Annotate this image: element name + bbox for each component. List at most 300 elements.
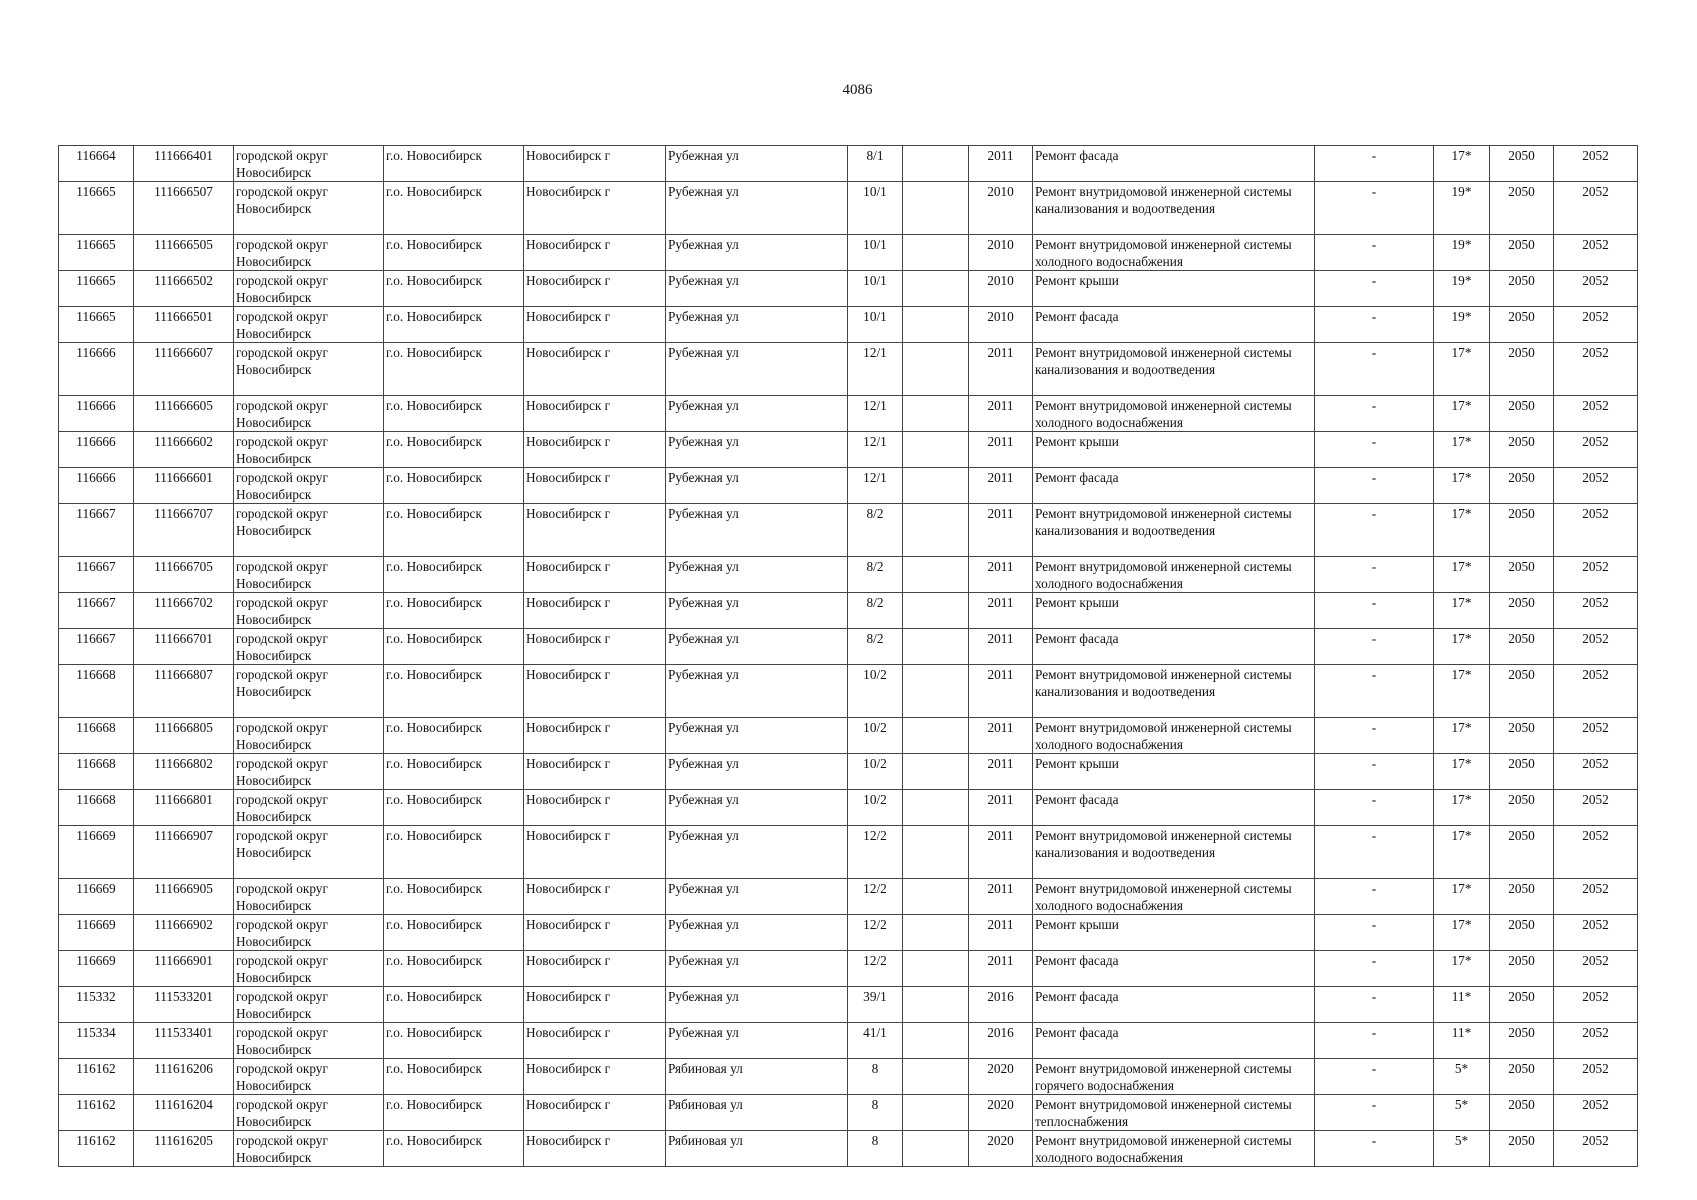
- house-cell: 12/2: [848, 951, 903, 987]
- record-id-cell: 116665: [59, 307, 134, 343]
- year-built-cell: 2011: [969, 432, 1033, 468]
- dash-cell: -: [1315, 1131, 1434, 1167]
- plan-end-cell: 2052: [1554, 396, 1638, 432]
- street-cell: Рубежная ул: [666, 790, 848, 826]
- year-built-cell: 2011: [969, 790, 1033, 826]
- item-code-cell: 111666601: [134, 468, 234, 504]
- year-built-cell: 2011: [969, 593, 1033, 629]
- wear-cell: 19*: [1434, 182, 1490, 235]
- street-cell: Рубежная ул: [666, 432, 848, 468]
- building-cell: [903, 951, 969, 987]
- house-cell: 12/2: [848, 915, 903, 951]
- year-built-cell: 2010: [969, 182, 1033, 235]
- work-type-cell: Ремонт внутридомовой инженерной системы холодного водоснабжения: [1033, 235, 1315, 271]
- municipality-cell: городской округ Новосибирск: [234, 754, 384, 790]
- plan-end-cell: 2052: [1554, 557, 1638, 593]
- plan-start-cell: 2050: [1490, 1131, 1554, 1167]
- street-cell: Рубежная ул: [666, 754, 848, 790]
- year-built-cell: 2010: [969, 235, 1033, 271]
- house-cell: 12/1: [848, 432, 903, 468]
- house-cell: 8: [848, 1059, 903, 1095]
- wear-cell: 19*: [1434, 235, 1490, 271]
- street-cell: Рубежная ул: [666, 146, 848, 182]
- district-cell: г.о. Новосибирск: [384, 146, 524, 182]
- year-built-cell: 2011: [969, 718, 1033, 754]
- work-type-cell: Ремонт фасада: [1033, 987, 1315, 1023]
- plan-start-cell: 2050: [1490, 1023, 1554, 1059]
- plan-start-cell: 2050: [1490, 718, 1554, 754]
- plan-start-cell: 2050: [1490, 307, 1554, 343]
- locality-cell: Новосибирск г: [524, 235, 666, 271]
- plan-end-cell: 2052: [1554, 1131, 1638, 1167]
- record-id-cell: 115332: [59, 987, 134, 1023]
- record-id-cell: 116668: [59, 718, 134, 754]
- plan-end-cell: 2052: [1554, 307, 1638, 343]
- record-id-cell: 116666: [59, 432, 134, 468]
- building-cell: [903, 557, 969, 593]
- record-id-cell: 116162: [59, 1131, 134, 1167]
- district-cell: г.о. Новосибирск: [384, 879, 524, 915]
- house-cell: 10/2: [848, 665, 903, 718]
- wear-cell: 17*: [1434, 826, 1490, 879]
- item-code-cell: 111666907: [134, 826, 234, 879]
- table-row: [59, 718, 1638, 754]
- year-built-cell: 2011: [969, 396, 1033, 432]
- plan-start-cell: 2050: [1490, 790, 1554, 826]
- wear-cell: 11*: [1434, 987, 1490, 1023]
- year-built-cell: 2011: [969, 343, 1033, 396]
- street-cell: Рубежная ул: [666, 915, 848, 951]
- building-cell: [903, 182, 969, 235]
- work-type-cell: Ремонт внутридомовой инженерной системы канализования и водоотведения: [1033, 504, 1315, 557]
- year-built-cell: 2020: [969, 1095, 1033, 1131]
- table-row: [59, 951, 1638, 987]
- locality-cell: Новосибирск г: [524, 557, 666, 593]
- item-code-cell: 111666702: [134, 593, 234, 629]
- locality-cell: Новосибирск г: [524, 396, 666, 432]
- table-row: [59, 1023, 1638, 1059]
- building-cell: [903, 987, 969, 1023]
- building-cell: [903, 1059, 969, 1095]
- municipality-cell: городской округ Новосибирск: [234, 790, 384, 826]
- dash-cell: -: [1315, 951, 1434, 987]
- item-code-cell: 111666807: [134, 665, 234, 718]
- locality-cell: Новосибирск г: [524, 987, 666, 1023]
- building-cell: [903, 307, 969, 343]
- house-cell: 41/1: [848, 1023, 903, 1059]
- plan-end-cell: 2052: [1554, 915, 1638, 951]
- dash-cell: -: [1315, 468, 1434, 504]
- plan-end-cell: 2052: [1554, 1023, 1638, 1059]
- work-type-cell: Ремонт внутридомовой инженерной системы канализования и водоотведения: [1033, 343, 1315, 396]
- record-id-cell: 116665: [59, 182, 134, 235]
- house-cell: 10/1: [848, 271, 903, 307]
- work-type-cell: Ремонт внутридомовой инженерной системы канализования и водоотведения: [1033, 665, 1315, 718]
- table-row: [59, 557, 1638, 593]
- dash-cell: -: [1315, 629, 1434, 665]
- record-id-cell: 116667: [59, 504, 134, 557]
- plan-end-cell: 2052: [1554, 951, 1638, 987]
- district-cell: г.о. Новосибирск: [384, 235, 524, 271]
- year-built-cell: 2016: [969, 1023, 1033, 1059]
- year-built-cell: 2016: [969, 987, 1033, 1023]
- dash-cell: -: [1315, 396, 1434, 432]
- year-built-cell: 2011: [969, 629, 1033, 665]
- plan-end-cell: 2052: [1554, 718, 1638, 754]
- house-cell: 10/2: [848, 754, 903, 790]
- year-built-cell: 2011: [969, 146, 1033, 182]
- table-row: [59, 1095, 1638, 1131]
- work-type-cell: Ремонт крыши: [1033, 754, 1315, 790]
- table-row: [59, 754, 1638, 790]
- street-cell: Рубежная ул: [666, 557, 848, 593]
- street-cell: Рубежная ул: [666, 343, 848, 396]
- district-cell: г.о. Новосибирск: [384, 790, 524, 826]
- record-id-cell: 116667: [59, 557, 134, 593]
- work-type-cell: Ремонт фасада: [1033, 307, 1315, 343]
- locality-cell: Новосибирск г: [524, 718, 666, 754]
- locality-cell: Новосибирск г: [524, 790, 666, 826]
- locality-cell: Новосибирск г: [524, 1059, 666, 1095]
- plan-end-cell: 2052: [1554, 629, 1638, 665]
- municipality-cell: городской округ Новосибирск: [234, 504, 384, 557]
- record-id-cell: 116162: [59, 1059, 134, 1095]
- locality-cell: Новосибирск г: [524, 504, 666, 557]
- item-code-cell: 111666705: [134, 557, 234, 593]
- district-cell: г.о. Новосибирск: [384, 271, 524, 307]
- work-type-cell: Ремонт фасада: [1033, 146, 1315, 182]
- municipality-cell: городской округ Новосибирск: [234, 951, 384, 987]
- locality-cell: Новосибирск г: [524, 754, 666, 790]
- record-id-cell: 116668: [59, 665, 134, 718]
- wear-cell: 17*: [1434, 468, 1490, 504]
- table-row: [59, 1131, 1638, 1167]
- work-type-cell: Ремонт фасада: [1033, 951, 1315, 987]
- item-code-cell: 111666901: [134, 951, 234, 987]
- plan-start-cell: 2050: [1490, 1059, 1554, 1095]
- year-built-cell: 2020: [969, 1131, 1033, 1167]
- wear-cell: 17*: [1434, 557, 1490, 593]
- district-cell: г.о. Новосибирск: [384, 182, 524, 235]
- municipality-cell: городской округ Новосибирск: [234, 343, 384, 396]
- wear-cell: 5*: [1434, 1131, 1490, 1167]
- dash-cell: -: [1315, 1095, 1434, 1131]
- wear-cell: 17*: [1434, 593, 1490, 629]
- record-id-cell: 116666: [59, 343, 134, 396]
- record-id-cell: 116669: [59, 826, 134, 879]
- building-cell: [903, 468, 969, 504]
- district-cell: г.о. Новосибирск: [384, 987, 524, 1023]
- dash-cell: -: [1315, 146, 1434, 182]
- municipality-cell: городской округ Новосибирск: [234, 1095, 384, 1131]
- plan-end-cell: 2052: [1554, 146, 1638, 182]
- wear-cell: 17*: [1434, 754, 1490, 790]
- registry-table: [58, 145, 1638, 1167]
- district-cell: г.о. Новосибирск: [384, 432, 524, 468]
- plan-start-cell: 2050: [1490, 396, 1554, 432]
- municipality-cell: городской округ Новосибирск: [234, 718, 384, 754]
- plan-start-cell: 2050: [1490, 235, 1554, 271]
- municipality-cell: городской округ Новосибирск: [234, 1059, 384, 1095]
- street-cell: Рубежная ул: [666, 307, 848, 343]
- work-type-cell: Ремонт фасада: [1033, 790, 1315, 826]
- building-cell: [903, 754, 969, 790]
- street-cell: Рябиновая ул: [666, 1059, 848, 1095]
- locality-cell: Новосибирск г: [524, 826, 666, 879]
- record-id-cell: 116667: [59, 593, 134, 629]
- item-code-cell: 111533201: [134, 987, 234, 1023]
- municipality-cell: городской округ Новосибирск: [234, 987, 384, 1023]
- building-cell: [903, 235, 969, 271]
- record-id-cell: 116162: [59, 1095, 134, 1131]
- plan-end-cell: 2052: [1554, 790, 1638, 826]
- locality-cell: Новосибирск г: [524, 307, 666, 343]
- locality-cell: Новосибирск г: [524, 951, 666, 987]
- plan-end-cell: 2052: [1554, 987, 1638, 1023]
- street-cell: Рубежная ул: [666, 396, 848, 432]
- wear-cell: 17*: [1434, 790, 1490, 826]
- dash-cell: -: [1315, 182, 1434, 235]
- dash-cell: -: [1315, 307, 1434, 343]
- dash-cell: -: [1315, 987, 1434, 1023]
- wear-cell: 5*: [1434, 1095, 1490, 1131]
- plan-start-cell: 2050: [1490, 557, 1554, 593]
- building-cell: [903, 826, 969, 879]
- building-cell: [903, 432, 969, 468]
- street-cell: Рубежная ул: [666, 271, 848, 307]
- municipality-cell: городской округ Новосибирск: [234, 235, 384, 271]
- work-type-cell: Ремонт внутридомовой инженерной системы холодного водоснабжения: [1033, 557, 1315, 593]
- table-row: [59, 432, 1638, 468]
- district-cell: г.о. Новосибирск: [384, 1095, 524, 1131]
- house-cell: 12/1: [848, 396, 903, 432]
- table-row: [59, 307, 1638, 343]
- year-built-cell: 2011: [969, 915, 1033, 951]
- district-cell: г.о. Новосибирск: [384, 468, 524, 504]
- district-cell: г.о. Новосибирск: [384, 557, 524, 593]
- year-built-cell: 2011: [969, 504, 1033, 557]
- plan-start-cell: 2050: [1490, 826, 1554, 879]
- plan-start-cell: 2050: [1490, 504, 1554, 557]
- street-cell: Рубежная ул: [666, 1023, 848, 1059]
- district-cell: г.о. Новосибирск: [384, 593, 524, 629]
- work-type-cell: Ремонт крыши: [1033, 915, 1315, 951]
- table-row: [59, 879, 1638, 915]
- dash-cell: -: [1315, 557, 1434, 593]
- wear-cell: 11*: [1434, 1023, 1490, 1059]
- table-row: [59, 665, 1638, 718]
- municipality-cell: городской округ Новосибирск: [234, 1023, 384, 1059]
- municipality-cell: городской округ Новосибирск: [234, 432, 384, 468]
- building-cell: [903, 718, 969, 754]
- municipality-cell: городской округ Новосибирск: [234, 396, 384, 432]
- district-cell: г.о. Новосибирск: [384, 718, 524, 754]
- plan-end-cell: 2052: [1554, 754, 1638, 790]
- plan-end-cell: 2052: [1554, 826, 1638, 879]
- wear-cell: 17*: [1434, 146, 1490, 182]
- dash-cell: -: [1315, 504, 1434, 557]
- plan-start-cell: 2050: [1490, 146, 1554, 182]
- wear-cell: 17*: [1434, 396, 1490, 432]
- dash-cell: -: [1315, 665, 1434, 718]
- municipality-cell: городской округ Новосибирск: [234, 915, 384, 951]
- work-type-cell: Ремонт крыши: [1033, 593, 1315, 629]
- work-type-cell: Ремонт фасада: [1033, 468, 1315, 504]
- plan-end-cell: 2052: [1554, 504, 1638, 557]
- municipality-cell: городской округ Новосибирск: [234, 593, 384, 629]
- page-number: 4086: [842, 82, 873, 98]
- dash-cell: -: [1315, 432, 1434, 468]
- plan-start-cell: 2050: [1490, 951, 1554, 987]
- table-row: [59, 826, 1638, 879]
- locality-cell: Новосибирск г: [524, 593, 666, 629]
- table-row: [59, 593, 1638, 629]
- plan-start-cell: 2050: [1490, 182, 1554, 235]
- municipality-cell: городской округ Новосибирск: [234, 1131, 384, 1167]
- district-cell: г.о. Новосибирск: [384, 343, 524, 396]
- record-id-cell: 116666: [59, 396, 134, 432]
- district-cell: г.о. Новосибирск: [384, 504, 524, 557]
- street-cell: Рубежная ул: [666, 235, 848, 271]
- municipality-cell: городской округ Новосибирск: [234, 468, 384, 504]
- locality-cell: Новосибирск г: [524, 182, 666, 235]
- plan-start-cell: 2050: [1490, 1095, 1554, 1131]
- street-cell: Рубежная ул: [666, 826, 848, 879]
- district-cell: г.о. Новосибирск: [384, 915, 524, 951]
- municipality-cell: городской округ Новосибирск: [234, 665, 384, 718]
- municipality-cell: городской округ Новосибирск: [234, 557, 384, 593]
- district-cell: г.о. Новосибирск: [384, 629, 524, 665]
- street-cell: Рубежная ул: [666, 468, 848, 504]
- district-cell: г.о. Новосибирск: [384, 665, 524, 718]
- municipality-cell: городской округ Новосибирск: [234, 146, 384, 182]
- dash-cell: -: [1315, 1023, 1434, 1059]
- plan-start-cell: 2050: [1490, 754, 1554, 790]
- item-code-cell: 111666502: [134, 271, 234, 307]
- locality-cell: Новосибирск г: [524, 343, 666, 396]
- district-cell: г.о. Новосибирск: [384, 1059, 524, 1095]
- dash-cell: -: [1315, 790, 1434, 826]
- house-cell: 12/2: [848, 879, 903, 915]
- building-cell: [903, 790, 969, 826]
- building-cell: [903, 879, 969, 915]
- record-id-cell: 116667: [59, 629, 134, 665]
- wear-cell: 5*: [1434, 1059, 1490, 1095]
- municipality-cell: городской округ Новосибирск: [234, 307, 384, 343]
- locality-cell: Новосибирск г: [524, 665, 666, 718]
- work-type-cell: Ремонт внутридомовой инженерной системы теплоснабжения: [1033, 1095, 1315, 1131]
- plan-start-cell: 2050: [1490, 593, 1554, 629]
- dash-cell: -: [1315, 915, 1434, 951]
- work-type-cell: Ремонт внутридомовой инженерной системы холодного водоснабжения: [1033, 396, 1315, 432]
- wear-cell: 17*: [1434, 879, 1490, 915]
- year-built-cell: 2011: [969, 951, 1033, 987]
- building-cell: [903, 593, 969, 629]
- dash-cell: -: [1315, 271, 1434, 307]
- house-cell: 8/2: [848, 557, 903, 593]
- year-built-cell: 2011: [969, 879, 1033, 915]
- work-type-cell: Ремонт внутридомовой инженерной системы холодного водоснабжения: [1033, 879, 1315, 915]
- building-cell: [903, 504, 969, 557]
- dash-cell: -: [1315, 593, 1434, 629]
- street-cell: Рубежная ул: [666, 593, 848, 629]
- table-row: [59, 235, 1638, 271]
- item-code-cell: 111666801: [134, 790, 234, 826]
- table-row: [59, 146, 1638, 182]
- plan-start-cell: 2050: [1490, 987, 1554, 1023]
- record-id-cell: 116668: [59, 754, 134, 790]
- year-built-cell: 2011: [969, 826, 1033, 879]
- house-cell: 12/2: [848, 826, 903, 879]
- wear-cell: 17*: [1434, 629, 1490, 665]
- house-cell: 10/2: [848, 790, 903, 826]
- item-code-cell: 111666602: [134, 432, 234, 468]
- work-type-cell: Ремонт внутридомовой инженерной системы канализования и водоотведения: [1033, 826, 1315, 879]
- work-type-cell: Ремонт крыши: [1033, 432, 1315, 468]
- table-row: [59, 182, 1638, 235]
- district-cell: г.о. Новосибирск: [384, 396, 524, 432]
- street-cell: Рубежная ул: [666, 718, 848, 754]
- street-cell: Рубежная ул: [666, 504, 848, 557]
- building-cell: [903, 1131, 969, 1167]
- work-type-cell: Ремонт внутридомовой инженерной системы холодного водоснабжения: [1033, 718, 1315, 754]
- district-cell: г.о. Новосибирск: [384, 826, 524, 879]
- wear-cell: 19*: [1434, 271, 1490, 307]
- item-code-cell: 111666501: [134, 307, 234, 343]
- item-code-cell: 111666607: [134, 343, 234, 396]
- wear-cell: 17*: [1434, 504, 1490, 557]
- plan-end-cell: 2052: [1554, 432, 1638, 468]
- municipality-cell: городской округ Новосибирск: [234, 271, 384, 307]
- table-row: [59, 504, 1638, 557]
- building-cell: [903, 271, 969, 307]
- plan-end-cell: 2052: [1554, 235, 1638, 271]
- district-cell: г.о. Новосибирск: [384, 951, 524, 987]
- district-cell: г.о. Новосибирск: [384, 754, 524, 790]
- house-cell: 10/1: [848, 182, 903, 235]
- municipality-cell: городской округ Новосибирск: [234, 879, 384, 915]
- dash-cell: -: [1315, 879, 1434, 915]
- work-type-cell: Ремонт крыши: [1033, 271, 1315, 307]
- district-cell: г.о. Новосибирск: [384, 1023, 524, 1059]
- street-cell: Рубежная ул: [666, 987, 848, 1023]
- plan-start-cell: 2050: [1490, 468, 1554, 504]
- house-cell: 39/1: [848, 987, 903, 1023]
- record-id-cell: 116665: [59, 271, 134, 307]
- house-cell: 8/2: [848, 593, 903, 629]
- wear-cell: 17*: [1434, 951, 1490, 987]
- record-id-cell: 115334: [59, 1023, 134, 1059]
- item-code-cell: 111666707: [134, 504, 234, 557]
- wear-cell: 17*: [1434, 665, 1490, 718]
- item-code-cell: 111666505: [134, 235, 234, 271]
- street-cell: Рубежная ул: [666, 629, 848, 665]
- locality-cell: Новосибирск г: [524, 629, 666, 665]
- plan-start-cell: 2050: [1490, 343, 1554, 396]
- locality-cell: Новосибирск г: [524, 1131, 666, 1167]
- dash-cell: -: [1315, 235, 1434, 271]
- year-built-cell: 2011: [969, 754, 1033, 790]
- building-cell: [903, 146, 969, 182]
- plan-end-cell: 2052: [1554, 879, 1638, 915]
- work-type-cell: Ремонт фасада: [1033, 1023, 1315, 1059]
- street-cell: Рябиновая ул: [666, 1095, 848, 1131]
- house-cell: 8: [848, 1131, 903, 1167]
- building-cell: [903, 915, 969, 951]
- table-row: [59, 396, 1638, 432]
- work-type-cell: Ремонт внутридомовой инженерной системы холодного водоснабжения: [1033, 1131, 1315, 1167]
- year-built-cell: 2010: [969, 271, 1033, 307]
